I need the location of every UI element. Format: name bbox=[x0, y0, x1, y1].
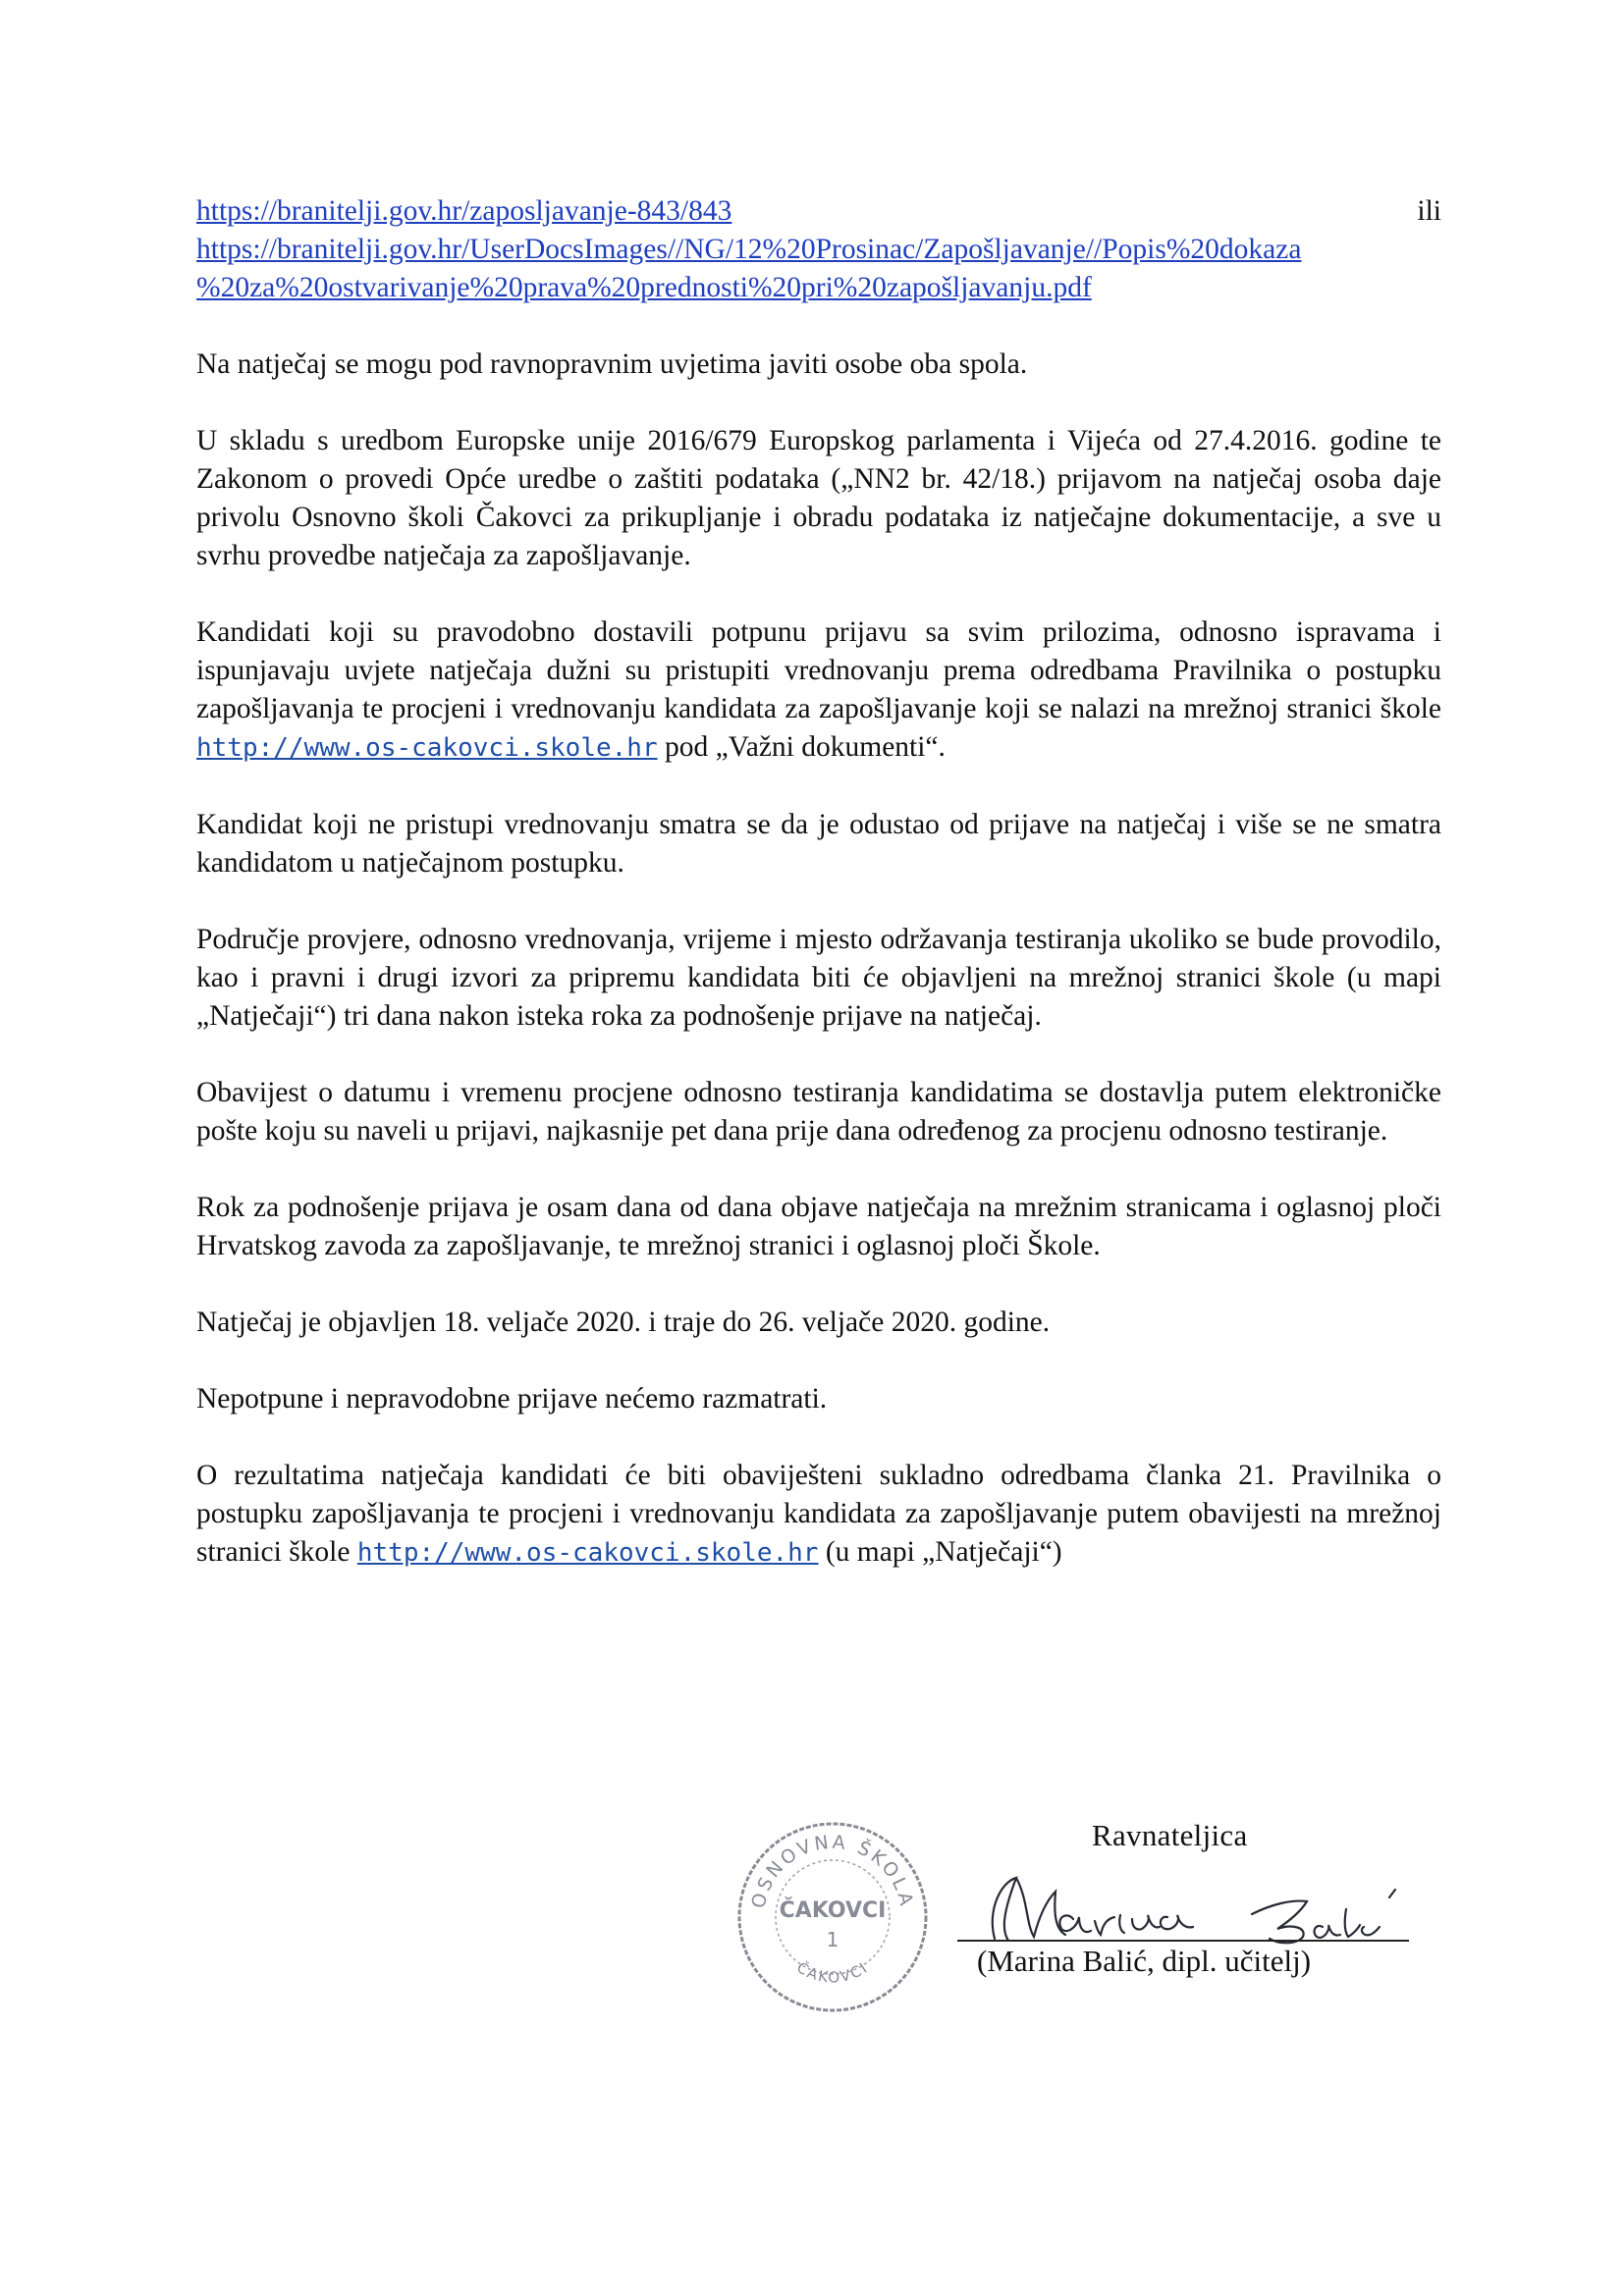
paragraph-incomplete: Nepotpune i nepravodobne prijave nećemo razmatrati. bbox=[196, 1383, 828, 1415]
link-row-1 bbox=[196, 192, 1441, 231]
school-website-link-2[interactable]: http://www.os-cakovci.skole.hr bbox=[356, 1538, 819, 1568]
paragraph-notification: Obavijest o datumu i vremenu procjene odnosno testiranja kandidatima se dostavlja putem elektroničke pošte koju su naveli u prijavi, najkasnije pet dana prije dana određenog za procjenu odnosno testiranje. bbox=[196, 1077, 1441, 1147]
paragraph-text: O rezultatima natječaja kandidati će biti obaviješteni sukladno odredbama članka 21. Pravilnika o postupku zapošljavanja te procjeni i vrednovanju kandidata za zapošljavanje putem obavijesti na mrežnoj stranici škole bbox=[196, 1460, 1441, 1568]
branitelji-link-2-line1[interactable]: https://branitelji.gov.hr/UserDocsImages//NG/12%20Prosinac/Zapošljavanje//Popis%20dokaza bbox=[196, 234, 1302, 265]
signature-line bbox=[957, 1940, 1409, 1942]
paragraph-candidates-evaluation bbox=[196, 614, 1441, 768]
paragraph-testing-area: Područje provjere, odnosno vrednovanja, vrijeme i mjesto održavanja testiranja ukoliko se bude provodilo, kao i pravni i drugi izvori za pripremu kandidata biti će objavljeni na mrežnoj stranici škole (u mapi „Natječaji“) tri dana nakon isteka roka za podnošenje prijave na natječaj. bbox=[196, 924, 1441, 1032]
ili-text: ili bbox=[1417, 195, 1441, 227]
paragraph-withdrawal: Kandidat koji ne pristupi vrednovanju smatra se da je odustao od prijave na natječaj i više se ne smatra kandidatom u natječajnom postupku. bbox=[196, 809, 1441, 879]
paragraph-gdpr: U skladu s uredbom Europske unije 2016/679 Europskog parlamenta i Vijeća od 27.4.2016. godine te Zakonom o provedi Opće uredbe o zaštiti podataka („NN2 br. 42/18.) prijavom na natječaj osoba daje privolu Osnovno školi Čakovci za prikupljanje i obradu podataka iz natječajne dokumentacije, a sve u svrhu provedbe natječaja za zapošljavanje. bbox=[196, 425, 1441, 571]
document-body bbox=[196, 192, 1441, 1611]
paragraph-text: Kandidati koji su pravodobno dostavili potpunu prijavu sa svim prilozima, odnosno ispravama i ispunjavaju uvjete natječaja dužni su pristupiti vrednovanju prema odredbama Pravilnika o postupku zapošljavanja te procjeni i vrednovanju kandidata za zapošljavanje koji se nalazi na mrežnoj stranici škole bbox=[196, 616, 1441, 724]
paragraph-equal-opportunity: Na natječaj se mogu pod ravnopravnim uvjetima javiti osobe oba spola. bbox=[196, 348, 1028, 380]
paragraph-publication-date: Natječaj je objavljen 18. veljače 2020. i traje do 26. veljače 2020. godine. bbox=[196, 1307, 1051, 1338]
stamp-bottom-text: ČAKOVCI bbox=[793, 1958, 872, 1987]
paragraph-results bbox=[196, 1457, 1441, 1573]
signatory-role: Ravnateljica bbox=[1092, 1818, 1248, 1852]
school-website-link[interactable]: http://www.os-cakovci.skole.hr bbox=[196, 733, 658, 763]
paragraph-deadline: Rok za podnošenje prijava je osam dana od dana objave natječaja na mrežnim stranicama i oglasnoj ploči Hrvatskog zavoda za zapošljavanje, te mrežnoj stranici i oglasnoj ploči Škole. bbox=[196, 1192, 1441, 1261]
paragraph-text: pod „Važni dokumenti“. bbox=[657, 731, 946, 763]
signatory-name: (Marina Balić, dipl. učitelj) bbox=[977, 1944, 1312, 1978]
branitelji-links bbox=[196, 192, 1441, 307]
school-stamp bbox=[734, 1819, 931, 2015]
stamp-arc-text: OSNOVNA ŠKOLA bbox=[747, 1831, 918, 1911]
stamp-center-text: ČAKOVCI bbox=[779, 1898, 887, 1923]
branitelji-link-1[interactable]: https://branitelji.gov.hr/zaposljavanje-843/843 bbox=[196, 195, 732, 227]
branitelji-link-2-line2[interactable]: %20za%20ostvarivanje%20prava%20prednosti%20pri%20zapošljavanju.pdf bbox=[196, 272, 1092, 303]
paragraph-text: (u mapi „Natječaji“) bbox=[818, 1536, 1062, 1568]
stamp-number: 1 bbox=[826, 1928, 839, 1951]
